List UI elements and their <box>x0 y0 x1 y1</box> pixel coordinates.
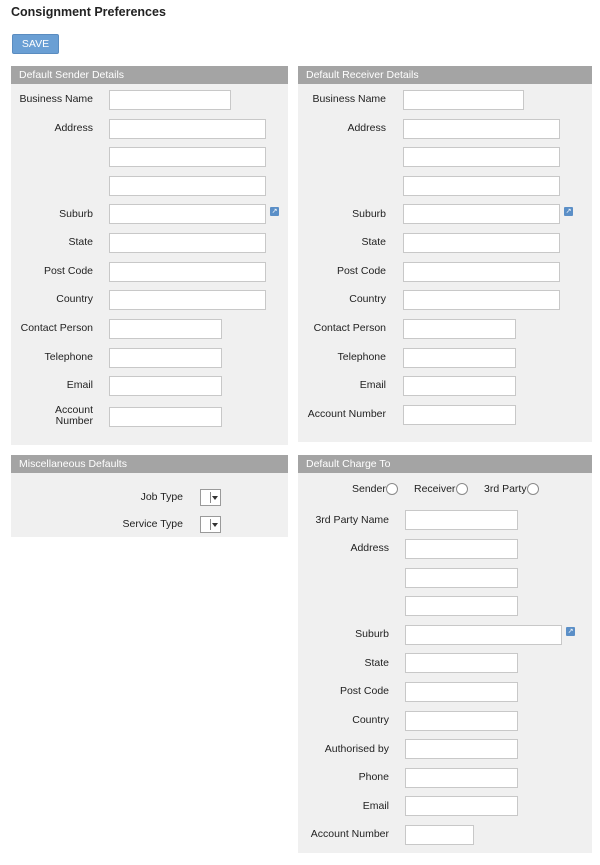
misc-panel-header: Miscellaneous Defaults <box>11 455 288 473</box>
charge-third-party-label: 3rd Party <box>484 483 527 495</box>
receiver-country-label: Country <box>349 293 386 305</box>
sender-telephone-input[interactable] <box>109 348 222 368</box>
sender-contact-person-input[interactable] <box>109 319 222 339</box>
sender-contact-person-label: Contact Person <box>20 322 93 334</box>
chevron-down-icon <box>212 496 218 500</box>
sender-address-line1-input[interactable] <box>109 119 266 139</box>
sender-country-input[interactable] <box>109 290 266 310</box>
charge-sender-radio[interactable] <box>386 483 398 495</box>
charge-email-label: Email <box>362 800 389 812</box>
sender-panel <box>11 66 288 445</box>
receiver-suburb-label: Suburb <box>352 208 386 220</box>
sender-account-number-label-line1: Account <box>55 404 93 416</box>
receiver-business-name-input[interactable] <box>403 90 524 110</box>
receiver-telephone-label: Telephone <box>337 351 386 363</box>
chevron-down-icon <box>212 523 218 527</box>
receiver-country-input[interactable] <box>403 290 560 310</box>
sender-suburb-lookup-icon[interactable]: ↗ <box>271 208 278 215</box>
service-type-label: Service Type <box>122 518 183 530</box>
sender-suburb-label: Suburb <box>59 208 93 220</box>
third-party-name-label: 3rd Party Name <box>315 514 389 526</box>
receiver-address-label: Address <box>347 122 386 134</box>
charge-phone-input[interactable] <box>405 768 518 788</box>
charge-third-party-radio[interactable] <box>527 483 539 495</box>
receiver-account-number-label: Account Number <box>307 408 386 420</box>
sender-account-number-input[interactable] <box>109 407 222 427</box>
sender-email-label: Email <box>66 379 93 391</box>
service-type-select-divider <box>210 519 211 530</box>
sender-post-code-input[interactable] <box>109 262 266 282</box>
charge-country-input[interactable] <box>405 711 518 731</box>
receiver-suburb-lookup-icon[interactable]: ↗ <box>565 208 572 215</box>
authorised-by-label: Authorised by <box>324 743 389 755</box>
charge-account-number-label: Account Number <box>310 828 389 840</box>
charge-post-code-input[interactable] <box>405 682 518 702</box>
sender-state-input[interactable] <box>109 233 266 253</box>
receiver-account-number-input[interactable] <box>403 405 516 425</box>
charge-suburb-lookup-icon[interactable]: ↗ <box>567 628 574 635</box>
receiver-post-code-input[interactable] <box>403 262 560 282</box>
sender-telephone-label: Telephone <box>44 351 93 363</box>
sender-state-label: State <box>68 236 93 248</box>
receiver-email-input[interactable] <box>403 376 516 396</box>
page-title: Consignment Preferences <box>11 5 166 19</box>
charge-sender-label: Sender <box>352 483 386 495</box>
receiver-email-label: Email <box>359 379 386 391</box>
job-type-select-divider <box>210 492 211 503</box>
service-type-select[interactable] <box>200 516 221 533</box>
charge-post-code-label: Post Code <box>339 685 389 697</box>
receiver-contact-person-input[interactable] <box>403 319 516 339</box>
job-type-select[interactable] <box>200 489 221 506</box>
job-type-label: Job Type <box>140 491 183 503</box>
receiver-panel <box>298 66 592 442</box>
charge-panel-header: Default Charge To <box>298 455 592 473</box>
charge-address-line2-input[interactable] <box>405 568 518 588</box>
charge-receiver-label: Receiver <box>414 483 456 495</box>
charge-phone-label: Phone <box>358 771 389 783</box>
authorised-by-input[interactable] <box>405 739 518 759</box>
sender-address-label: Address <box>54 122 93 134</box>
sender-email-input[interactable] <box>109 376 222 396</box>
charge-account-number-input[interactable] <box>405 825 474 845</box>
sender-account-number-label <box>55 405 93 427</box>
charge-state-input[interactable] <box>405 653 518 673</box>
sender-address-line2-input[interactable] <box>109 147 266 167</box>
sender-business-name-label: Business Name <box>19 93 93 105</box>
receiver-post-code-label: Post Code <box>336 265 386 277</box>
receiver-state-input[interactable] <box>403 233 560 253</box>
charge-suburb-label: Suburb <box>355 628 389 640</box>
charge-country-label: Country <box>352 714 389 726</box>
receiver-state-label: State <box>361 236 386 248</box>
charge-state-label: State <box>364 657 389 669</box>
sender-address-line3-input[interactable] <box>109 176 266 196</box>
receiver-contact-person-label: Contact Person <box>313 322 386 334</box>
sender-country-label: Country <box>56 293 93 305</box>
receiver-address-line2-input[interactable] <box>403 147 560 167</box>
third-party-name-input[interactable] <box>405 510 518 530</box>
charge-panel <box>298 455 592 853</box>
receiver-address-line3-input[interactable] <box>403 176 560 196</box>
charge-address-line1-input[interactable] <box>405 539 518 559</box>
receiver-panel-header: Default Receiver Details <box>298 66 592 84</box>
receiver-address-line1-input[interactable] <box>403 119 560 139</box>
receiver-business-name-label: Business Name <box>312 93 386 105</box>
sender-panel-header: Default Sender Details <box>11 66 288 84</box>
sender-account-number-label-line2: Number <box>55 415 93 427</box>
receiver-telephone-input[interactable] <box>403 348 516 368</box>
sender-post-code-label: Post Code <box>43 265 93 277</box>
save-button[interactable]: SAVE <box>12 34 59 54</box>
charge-address-line3-input[interactable] <box>405 596 518 616</box>
misc-panel <box>11 455 288 537</box>
charge-suburb-input[interactable] <box>405 625 562 645</box>
sender-business-name-input[interactable] <box>109 90 231 110</box>
sender-suburb-input[interactable] <box>109 204 266 224</box>
charge-address-label: Address <box>350 542 389 554</box>
charge-email-input[interactable] <box>405 796 518 816</box>
charge-receiver-radio[interactable] <box>456 483 468 495</box>
receiver-suburb-input[interactable] <box>403 204 560 224</box>
